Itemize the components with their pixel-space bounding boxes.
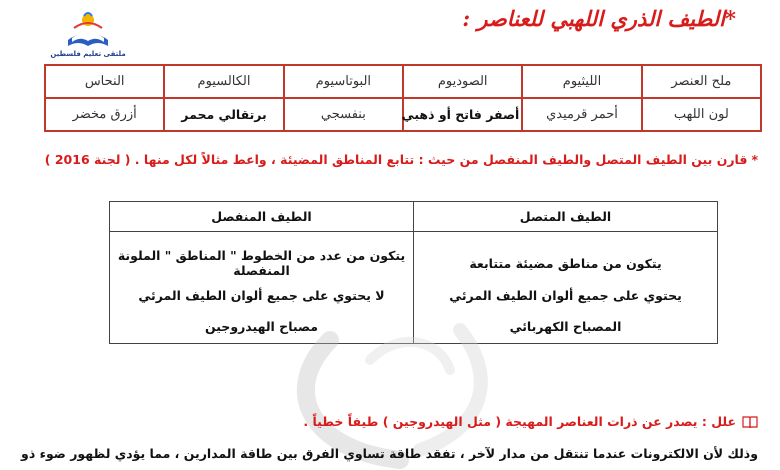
table-cell: الليثيوم xyxy=(522,65,641,98)
table-cell: الصوديوم xyxy=(403,65,522,98)
table-cell: لون اللهب xyxy=(642,98,761,131)
watermark xyxy=(250,300,550,470)
table-row xyxy=(45,65,761,98)
table-cell: الكالسيوم xyxy=(164,65,283,98)
note-line xyxy=(303,414,758,432)
table-row xyxy=(110,232,718,281)
explanation-text: وذلك لأن الالكترونات عندما تنتقل من مدار لآخر ، تفقد طاقة تساوي الفرق بين طاقة المدارين ، مما يؤدي لظهور ضوء ذو xyxy=(21,446,758,461)
column-header: الطيف المتصل xyxy=(414,202,718,232)
question-body: قارن بين الطيف المتصل والطيف المنفصل من حيث : تتابع المناطق المضيئة ، واعط مثالاً لكل منها . ( لجنة 2016 ) xyxy=(44,152,748,167)
table-row xyxy=(45,98,761,131)
table-cell: مصباح الهيدروجين xyxy=(110,310,414,344)
book-logo-icon xyxy=(44,10,132,52)
table-cell: البوتاسيوم xyxy=(284,65,403,98)
table-cell: أصفر فاتح أو ذهبي xyxy=(403,98,522,131)
note-text: علل : يصدر عن ذرات العناصر المهيجة ( مثل الهيدروجين ) طيفاً خطياً . xyxy=(303,414,736,429)
logo xyxy=(44,10,132,58)
table-cell: لا يحتوي على جميع ألوان الطيف المرئي xyxy=(110,280,414,310)
book-icon xyxy=(742,416,758,432)
table-cell: المصباح الكهربائي xyxy=(414,310,718,344)
table-cell: يتكون من مناطق مضيئة متتابعة xyxy=(414,232,718,281)
table-cell: يحتوي على جميع ألوان الطيف المرئي xyxy=(414,280,718,310)
table-cell: أزرق مخضر xyxy=(45,98,164,131)
table-header-row xyxy=(110,202,718,232)
question-text xyxy=(45,152,758,167)
table-cell: أحمر قرميدي xyxy=(522,98,641,131)
column-header: الطيف المنفصل xyxy=(110,202,414,232)
table-cell: النحاس xyxy=(45,65,164,98)
logo-text: ملتقى تعليم فلسطين xyxy=(50,50,126,58)
flame-color-table xyxy=(44,64,762,132)
table-cell: بنفسجي xyxy=(284,98,403,131)
table-cell: يتكون من عدد من الخطوط " المناطق " الملونة المنفصلة xyxy=(110,232,414,281)
table-cell: ملح العنصر xyxy=(642,65,761,98)
page-title: *الطيف الذري اللهبي للعناصر : xyxy=(462,6,736,31)
star-marker: * xyxy=(751,152,758,167)
table-cell: برتقالي محمر xyxy=(164,98,283,131)
